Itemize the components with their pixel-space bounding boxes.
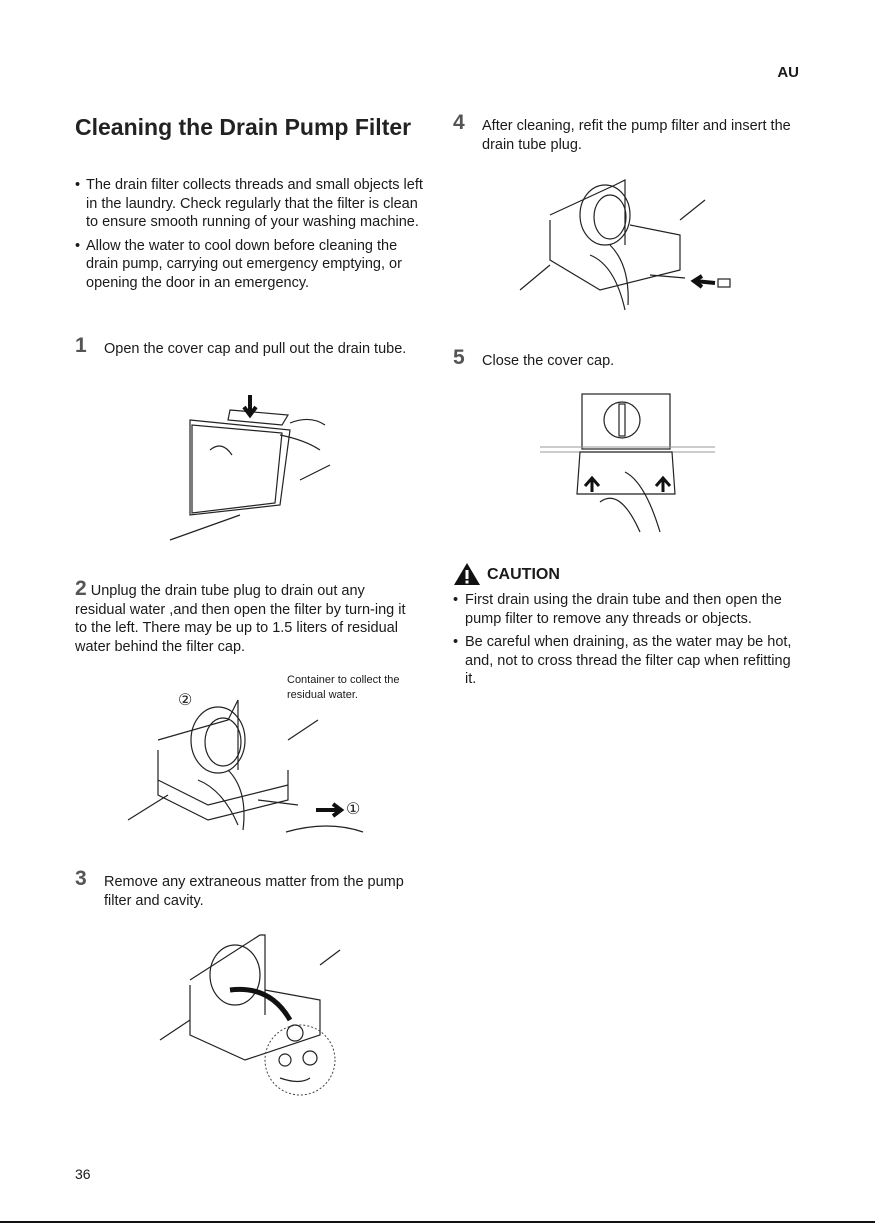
open-filter-illustration	[128, 690, 378, 835]
step-3	[75, 867, 415, 910]
step-text: Remove any extraneous matter from the pump filter and cavity.	[104, 874, 404, 909]
step-text: Open the cover cap and pull out the drain tube.	[104, 341, 407, 357]
step-1	[75, 334, 415, 359]
intro-bullet: • The drain filter collects threads and small objects left in the laundry. Check regularly that the filter is clean to ensure smooth running of your washing machine.	[75, 176, 430, 232]
step-number: 5	[453, 346, 465, 369]
step-number: 4	[453, 111, 465, 134]
step-number: 3	[75, 867, 87, 890]
marker-1: ①	[346, 801, 361, 818]
caution-item: • First drain using the drain tube and then open the pump filter to remove any threads or objects.	[453, 591, 803, 628]
step-5	[453, 346, 793, 371]
step-number: 1	[75, 334, 87, 357]
step-text: Unplug the drain tube plug to drain out any residual water ,and then open the filter by turn-ing it to the left. There may be up to 1.5 liters of residual water behind the filter cap.	[75, 583, 406, 655]
open-cover-illustration	[170, 395, 330, 545]
step-text: After cleaning, refit the pump filter and insert the drain tube plug.	[482, 118, 791, 153]
section-title: Cleaning the Drain Pump Filter	[75, 114, 412, 140]
warning-icon	[453, 562, 481, 586]
caution-list	[453, 591, 803, 694]
remove-debris-illustration	[160, 930, 340, 1100]
intro-bullet: • Allow the water to cool down before cleaning the drain pump, carrying out emergency emptying, or opening the door in an emergency.	[75, 237, 430, 293]
page-number: 36	[75, 1166, 91, 1182]
close-cover-illustration	[540, 392, 715, 537]
bottom-rule	[0, 1221, 875, 1223]
region-code: AU	[777, 64, 799, 81]
refit-filter-illustration	[520, 175, 740, 315]
step-2	[75, 577, 415, 656]
container-callout: Container to collect the residual water.	[287, 674, 400, 701]
caution-label: CAUTION	[487, 566, 560, 583]
marker-2: ②	[178, 692, 193, 709]
step-number: 2	[75, 577, 87, 600]
caution-item: • Be careful when draining, as the water may be hot, and, not to cross thread the filter cap when refitting it.	[453, 633, 803, 689]
step-4	[453, 111, 793, 154]
step-text: Close the cover cap.	[482, 353, 615, 369]
intro-bullet-list	[75, 176, 430, 297]
